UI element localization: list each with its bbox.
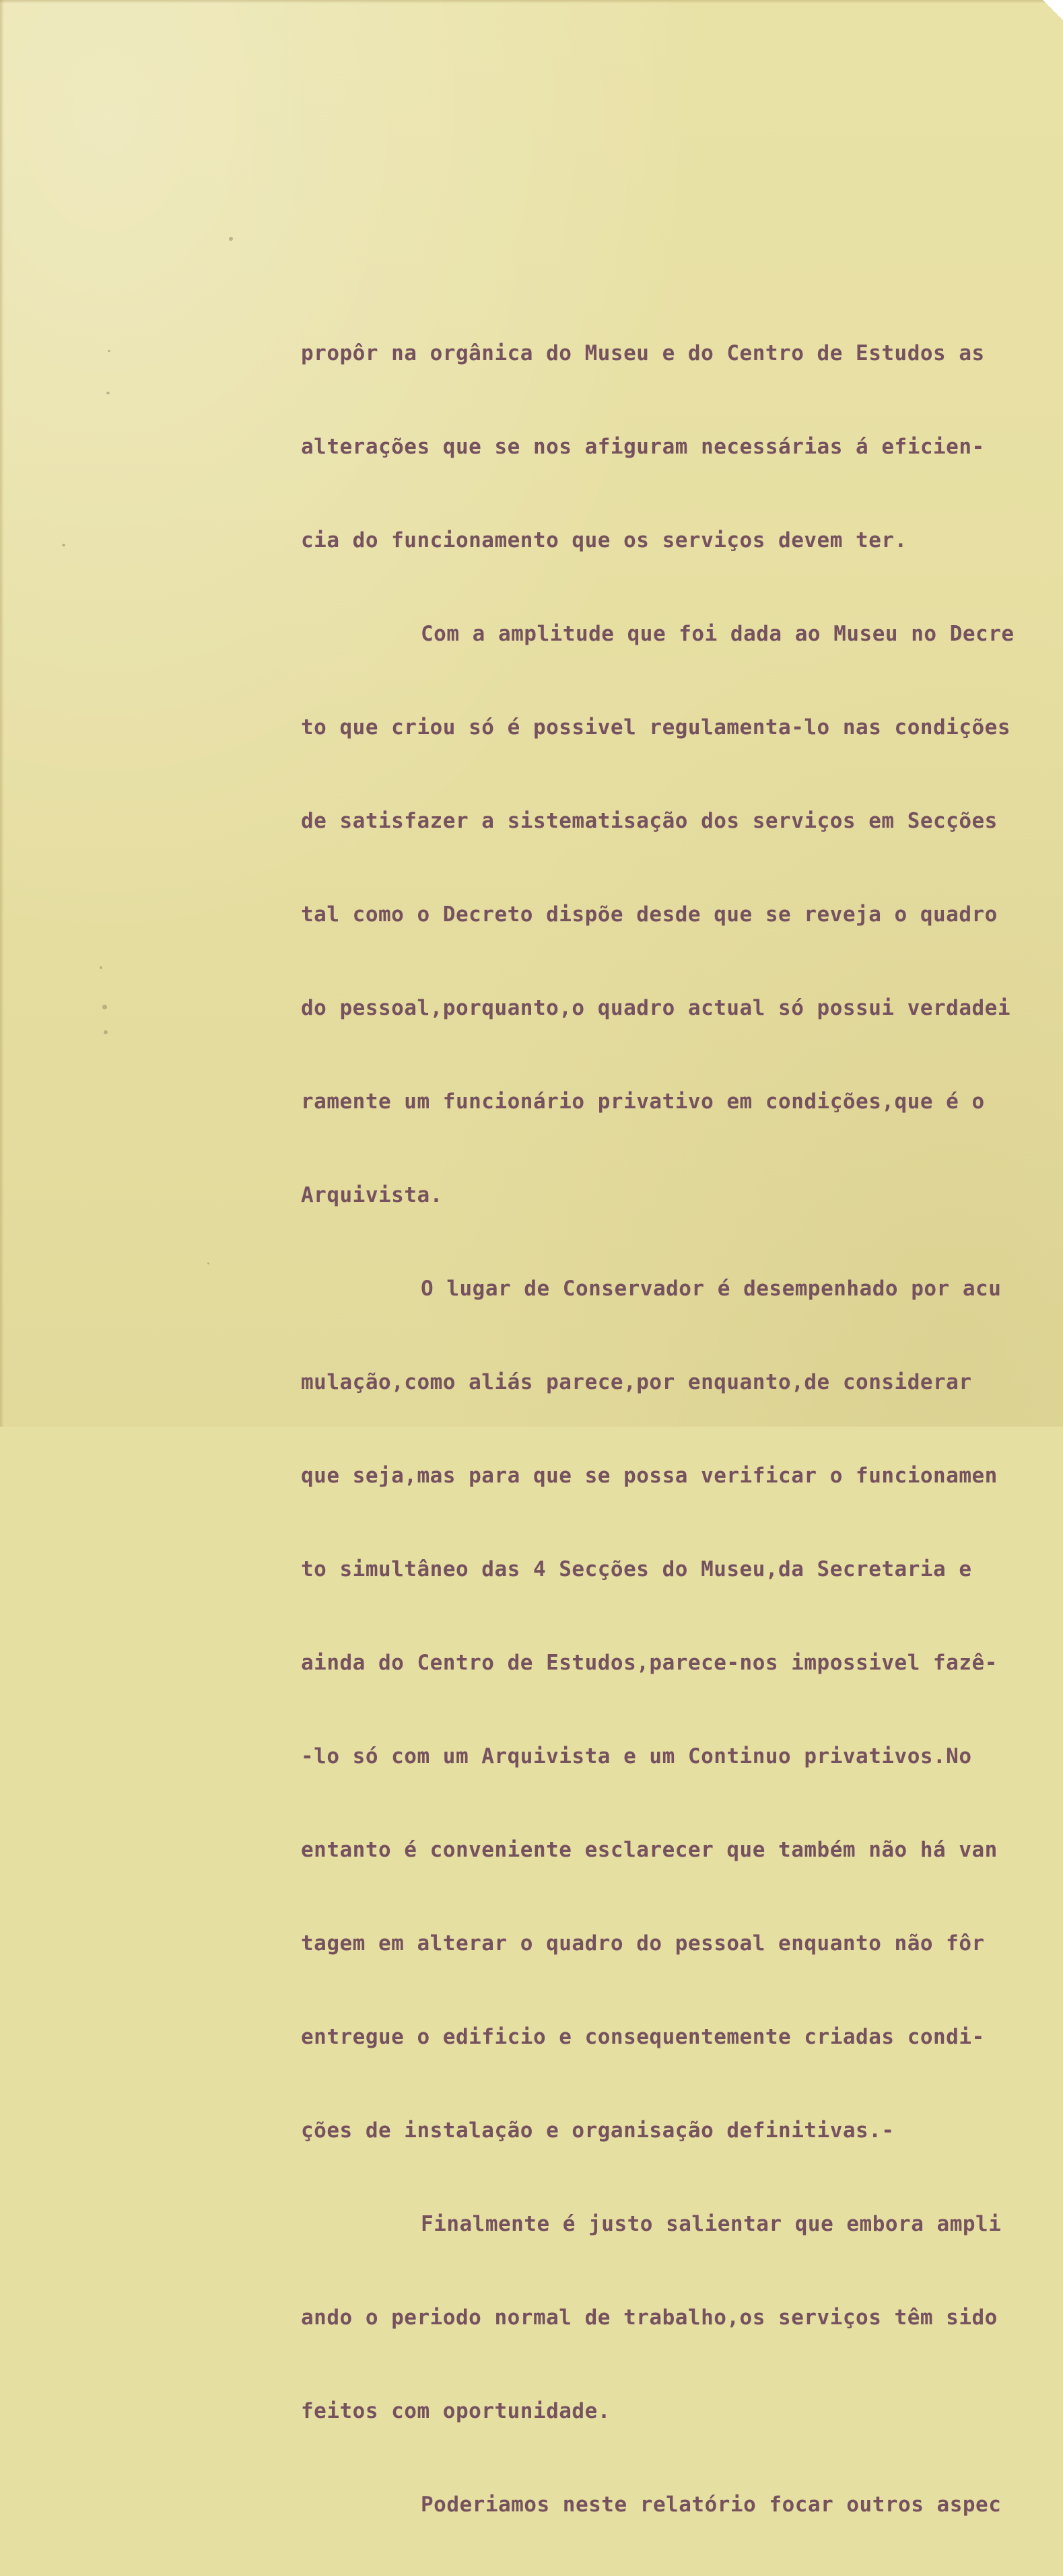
text-line: de satisfazer a sistematisação dos serviços em Secções <box>301 809 998 833</box>
text-line: alterações que se nos afiguram necessárias á eficien- <box>301 435 985 459</box>
text-line: cia do funcionamento que os serviços devem ter. <box>301 528 907 552</box>
text-line: ainda do Centro de Estudos,parece-nos impossivel fazê- <box>301 1651 998 1675</box>
paragraph-first-line: Com a amplitude que foi dada ao Museu no Decre <box>421 622 1015 646</box>
typewritten-text <box>301 283 1055 2576</box>
paragraph-first-line: Poderiamos neste relatório focar outros aspec <box>421 2493 1002 2517</box>
text-line: tagem em alterar o quadro do pessoal enquanto não fôr <box>301 1931 985 1956</box>
text-line: to que criou só é possivel regulamenta-lo nas condições <box>301 715 1010 740</box>
text-line: que seja,mas para que se possa verificar o funcionamen <box>301 1464 998 1488</box>
text-line: entanto é conveniente esclarecer que também não há van <box>301 1838 998 1862</box>
paper-speck <box>207 1262 209 1264</box>
paragraph-first-line: O lugar de Conservador é desempenhado por acu <box>421 1277 1002 1301</box>
text-line: entregue o edificio e consequentemente criadas condi- <box>301 2025 985 2049</box>
paper-top-edge <box>0 0 1063 3</box>
text-line: -lo só com um Arquivista e um Continuo privativos.No <box>301 1744 972 1768</box>
text-line: tal como o Decreto dispõe desde que se reveja o quadro <box>301 902 998 927</box>
paper-speck <box>229 237 233 241</box>
text-line: ando o periodo normal de trabalho,os serviços têm sido <box>301 2305 998 2330</box>
text-line: to simultâneo das 4 Secções do Museu,da Secretaria e <box>301 1557 972 1581</box>
text-line: ramente um funcionário privativo em condições,que é o <box>301 1089 985 1114</box>
paper-speck <box>62 544 65 546</box>
paper-left-edge <box>0 0 4 1427</box>
text-line: do pessoal,porquanto,o quadro actual só possui verdadei <box>301 996 1010 1020</box>
paragraph-first-line: Finalmente é justo salientar que embora ampli <box>421 2212 1002 2236</box>
text-line: Arquivista. <box>301 1183 443 1207</box>
text-line: feitos com oportunidade. <box>301 2399 611 2423</box>
paper-speck <box>106 392 110 394</box>
text-line: propôr na orgânica do Museu e do Centro de Estudos as <box>301 341 985 365</box>
paper-speck <box>100 966 102 969</box>
paper-speck <box>104 1030 108 1034</box>
text-line: mulação,como aliás parece,por enquanto,de considerar <box>301 1370 972 1394</box>
paper-corner <box>1043 0 1063 20</box>
paper-speck <box>102 1005 107 1009</box>
text-line: ções de instalação e organisação definitivas.- <box>301 2118 895 2143</box>
paper-speck <box>108 350 110 352</box>
